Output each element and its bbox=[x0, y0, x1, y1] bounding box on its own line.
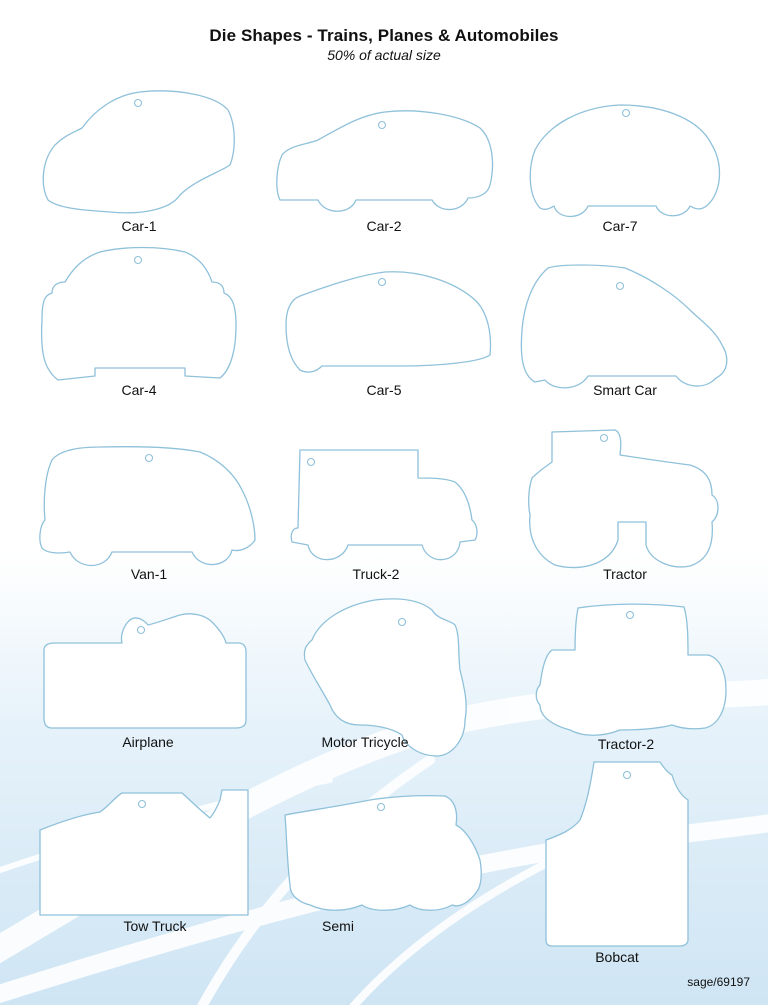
car-4-shape bbox=[42, 248, 236, 381]
shape-label-car-5: Car-5 bbox=[366, 382, 402, 398]
shape-label-car-7: Car-7 bbox=[602, 218, 638, 234]
shape-label-truck-2: Truck-2 bbox=[352, 566, 400, 582]
smart-car-shape bbox=[521, 265, 726, 388]
page-subtitle: 50% of actual size bbox=[327, 47, 441, 63]
car-2-shape bbox=[277, 111, 493, 211]
tow-truck-shape bbox=[40, 790, 248, 915]
shape-label-car-4: Car-4 bbox=[121, 382, 157, 398]
motor-tricycle-shape bbox=[304, 599, 466, 756]
shape-label-airplane: Airplane bbox=[122, 734, 174, 750]
shape-label-car-1: Car-1 bbox=[121, 218, 157, 234]
shape-label-motor-tricycle: Motor Tricycle bbox=[321, 734, 409, 750]
van-1-shape bbox=[40, 447, 255, 566]
shape-label-smart-car: Smart Car bbox=[593, 382, 657, 398]
shape-label-tow-truck: Tow Truck bbox=[123, 918, 187, 934]
shape-label-semi: Semi bbox=[322, 918, 354, 934]
shape-label-tractor: Tractor bbox=[603, 566, 647, 582]
bobcat-shape bbox=[546, 762, 688, 946]
car-7-shape bbox=[530, 105, 719, 217]
car-1-shape bbox=[43, 91, 234, 213]
semi-shape bbox=[285, 796, 481, 911]
truck-2-shape bbox=[291, 450, 477, 560]
shape-label-bobcat: Bobcat bbox=[595, 949, 639, 965]
shape-label-tractor-2: Tractor-2 bbox=[597, 736, 655, 752]
tractor-shape bbox=[529, 430, 718, 568]
car-5-shape bbox=[286, 272, 490, 372]
page-title: Die Shapes - Trains, Planes & Automobiles bbox=[209, 26, 559, 45]
shape-label-van-1: Van-1 bbox=[130, 566, 168, 582]
reference-code: sage/69197 bbox=[687, 975, 750, 989]
shape-label-car-2: Car-2 bbox=[366, 218, 402, 234]
tractor-2-shape bbox=[536, 604, 726, 735]
airplane-shape bbox=[44, 614, 246, 728]
